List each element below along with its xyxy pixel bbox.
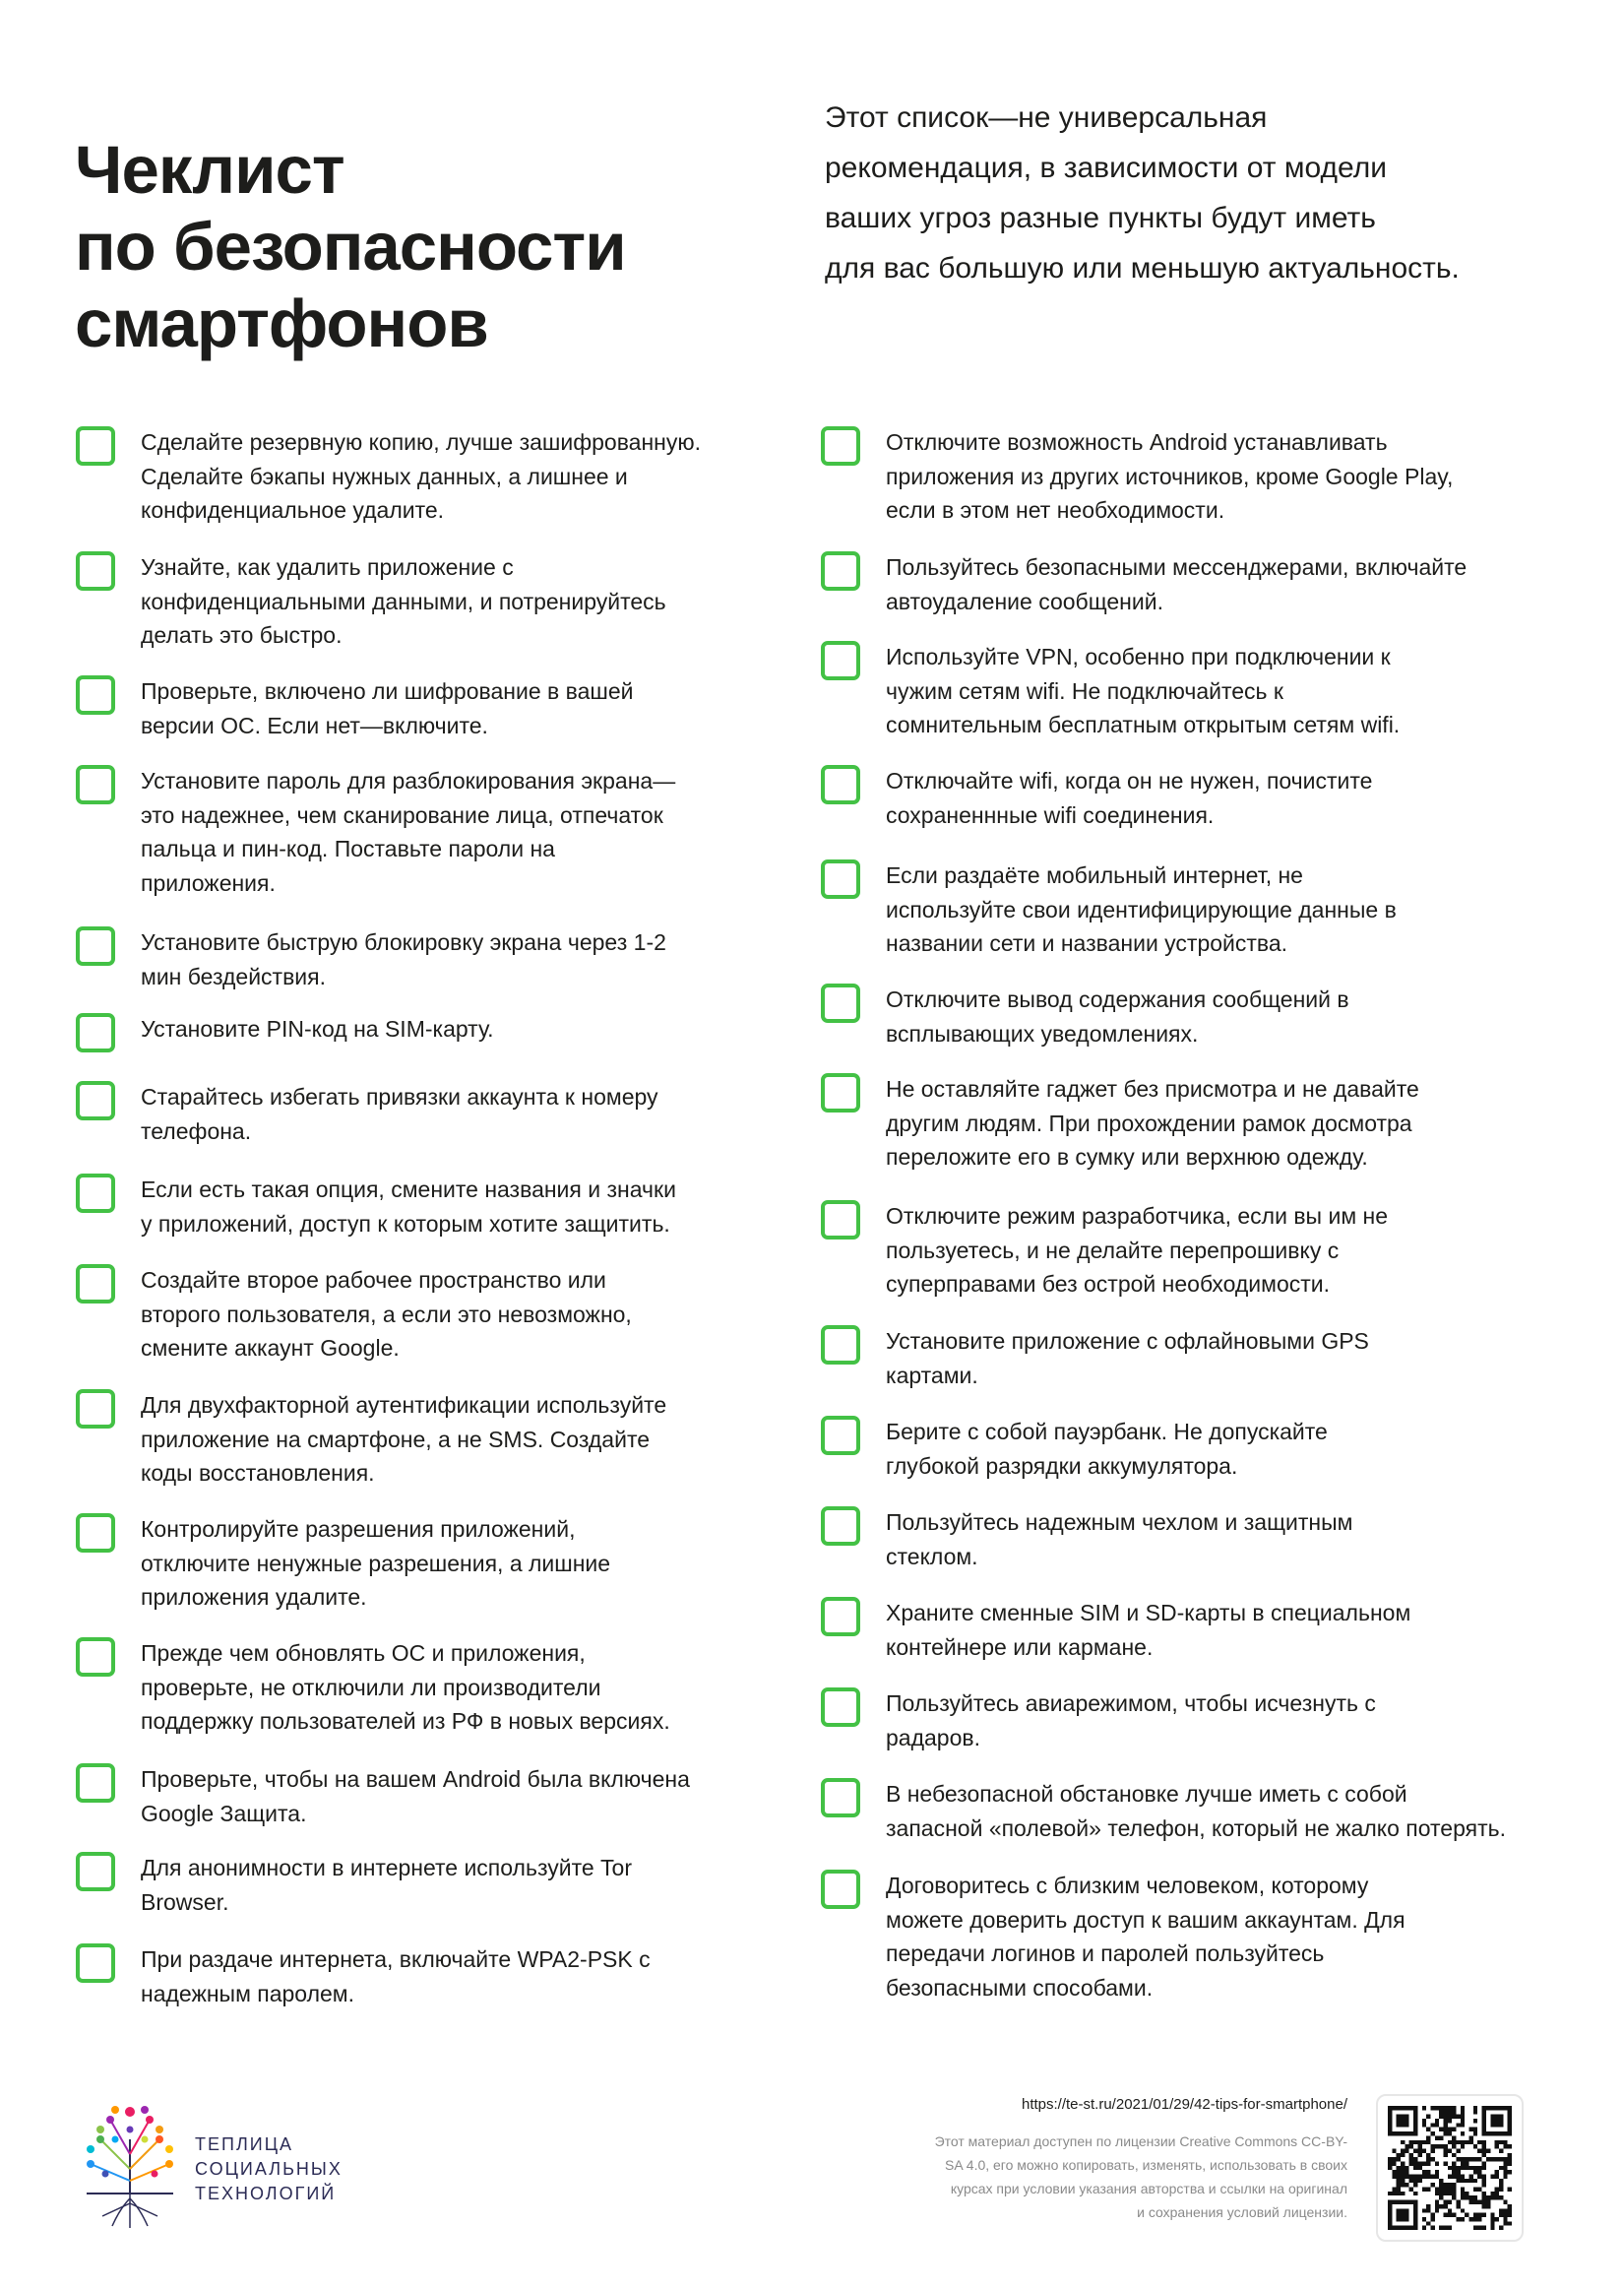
checklist-item-line: Отключайте wifi, когда он не нужен, почистите [886,768,1373,794]
logo-text [195,2132,343,2206]
empty-checkbox-icon[interactable] [821,765,860,804]
empty-checkbox-icon[interactable] [821,1778,860,1817]
checklist-item-text [886,1596,1410,1664]
checklist-item-text [141,425,701,528]
empty-checkbox-icon[interactable] [76,1513,115,1553]
logo-text-line: ТЕХНОЛОГИЙ [195,2184,337,2203]
checklist-item-line: Browser. [141,1888,229,1915]
checklist-item-text [886,983,1349,1050]
checklist-item-line: мин бездействия. [141,963,326,989]
checklist-item-line: Договоритесь с близким человеком, которому [886,1873,1369,1898]
checklist-item-line: безопасными способами. [886,1974,1154,2001]
checklist-item-text [886,1199,1388,1302]
checklist-item-line: пальца и пин-код. Поставьте пароли на [141,836,555,861]
license-line: Этот материал доступен по лицензии Creative Commons CC-BY- [934,2133,1347,2149]
checklist-item-line: запасной «полевой» телефон, который не жалко потерять. [886,1814,1506,1841]
checklist-item-text [141,1080,658,1148]
checklist-item-line: можете доверить доступ к вашим аккаунтам. Для [886,1906,1405,1933]
checklist-item-line: глубокой разрядки аккумулятора. [886,1452,1238,1479]
title-line: смартфонов [75,286,488,362]
checklist-item-line: телефона. [141,1117,252,1144]
checklist-item-line: у приложений, доступ к которым хотите защитить. [141,1210,670,1237]
checklist-item-text [141,674,633,742]
empty-checkbox-icon[interactable] [76,1174,115,1213]
checklist-item-line: автоудаление сообщений. [886,588,1163,614]
checklist-item-line: Прежде чем обновлять ОС и приложения, [141,1640,586,1666]
empty-checkbox-icon[interactable] [76,1013,115,1052]
checklist-item-line: Храните сменные SIM и SD-карты в специальном [886,1600,1411,1625]
checklist-item-line: приложения. [141,869,276,896]
checklist-item-line: версии ОС. Если нет—включите. [141,712,488,738]
checklist-item-line: Если есть такая опция, смените названия и значки [141,1176,676,1202]
checklist-item-text [886,550,1467,618]
source-link[interactable]: https://te-st.ru/2021/01/29/42-tips-for-smartphone/ [1021,2096,1347,2113]
checklist-item-line: делать это быстро. [141,622,343,648]
checklist-item-text [141,764,675,900]
logo-text-line: ТЕПЛИЦА [195,2134,294,2154]
empty-checkbox-icon[interactable] [76,765,115,804]
checklist-item-line: картами. [886,1362,978,1388]
checklist-item-line: приложение на смартфоне, а не SMS. Создайте [141,1426,651,1452]
empty-checkbox-icon[interactable] [821,1870,860,1909]
checklist-item-text [141,1173,676,1240]
checklist-item-line: Сделайте бэкапы нужных данных, а лишнее и [141,463,628,489]
checklist-item-line: Не оставляйте гаджет без присмотра и не давайте [886,1076,1419,1102]
empty-checkbox-icon[interactable] [821,1073,860,1113]
checklist-item-line: Проверьте, чтобы на вашем Android была включена [141,1766,690,1792]
empty-checkbox-icon[interactable] [76,1637,115,1677]
empty-checkbox-icon[interactable] [821,859,860,899]
checklist-item-line: Google Защита. [141,1800,307,1826]
checklist-item-text [141,1942,651,2010]
empty-checkbox-icon[interactable] [76,551,115,591]
checklist-item-line: радаров. [886,1724,980,1750]
checklist-item-line: приложения удалите. [141,1584,367,1610]
checklist-item-line: Для двухфакторной аутентификации используйте [141,1392,667,1418]
checklist-item-line: Сделайте резервную копию, лучше зашифрованную. [141,429,702,455]
checklist-item-line: Для анонимности в интернете используйте Tor [141,1855,632,1880]
title-line: Чеклист [75,132,344,209]
checklist-item-text [886,1505,1352,1573]
checklist-item-line: Старайтесь избегать привязки аккаунта к номеру [141,1084,658,1110]
checklist-item-line: стеклом. [886,1543,978,1569]
empty-checkbox-icon[interactable] [76,426,115,466]
empty-checkbox-icon[interactable] [821,426,860,466]
checklist-item-line: пользуетесь, и не делайте перепрошивку с [886,1237,1340,1263]
intro-line: рекомендация, в зависимости от модели [825,152,1387,184]
checklist-item-line: суперправами без острой необходимости. [886,1271,1331,1297]
license-line: SA 4.0, его можно копировать, изменять, использовать в своих [944,2157,1347,2173]
checklist-item-line: надежным паролем. [141,1980,355,2006]
empty-checkbox-icon[interactable] [821,984,860,1023]
checklist-item-line: коды восстановления. [141,1460,375,1486]
checklist-item-line: поддержку пользователей из РФ в новых версиях. [141,1708,670,1734]
checklist-item-line: названии сети и названии устройства. [886,930,1288,956]
empty-checkbox-icon[interactable] [821,1506,860,1546]
intro-line: Этот список—не универсальная [825,101,1268,134]
checklist-item-line: второго пользователя, а если это невозможно, [141,1301,632,1327]
empty-checkbox-icon[interactable] [76,1943,115,1983]
title-line: по безопасности [75,209,626,286]
qr-code-icon [1376,2094,1524,2242]
empty-checkbox-icon[interactable] [821,1200,860,1240]
empty-checkbox-icon[interactable] [76,1389,115,1429]
checklist-item-text [886,1869,1405,2004]
empty-checkbox-icon[interactable] [76,926,115,966]
checklist-item-line: сомнительным бесплатным открытым сетям wifi. [886,712,1401,737]
empty-checkbox-icon[interactable] [821,641,860,680]
license-text [796,2130,1347,2224]
checklist-item-line: Используйте VPN, особенно при подключении к [886,644,1391,669]
checklist-item-text [141,1851,632,1919]
empty-checkbox-icon[interactable] [76,675,115,715]
checklist-item-line: Установите приложение с офлайновыми GPS [886,1328,1369,1354]
checklist-item-line: конфиденциальное удалите. [141,497,445,523]
checklist-item-line: чужим сетям wifi. Не подключайтесь к [886,677,1283,704]
checklist-item-line: Берите с собой пауэрбанк. Не допускайте [886,1419,1328,1444]
checklist-item-line: Установите PIN-код на SIM-карту. [141,1016,494,1042]
license-line: и сохранения условий лицензии. [1137,2204,1347,2220]
empty-checkbox-icon[interactable] [821,1325,860,1365]
checklist-item-text [141,1263,632,1366]
empty-checkbox-icon[interactable] [76,1264,115,1303]
checklist-item-line: приложения из других источников, кроме Google Play, [886,463,1454,489]
checklist-item-line: Пользуйтесь авиарежимом, чтобы исчезнуть с [886,1690,1376,1716]
checklist-item-text [886,1777,1506,1845]
checklist-item-line: Установите пароль для разблокирования экрана— [141,768,676,794]
checklist-item-line: проверьте, не отключили ли производители [141,1674,601,1700]
checklist-item-line: это надежнее, чем сканирование лица, отпечаток [141,801,663,828]
checklist-item-line: другим людям. При прохождении рамок досмотра [886,1110,1412,1136]
checklist-item-text [886,1324,1369,1392]
checklist-item-text [141,1762,690,1830]
checklist-item-line: Создайте второе рабочее пространство или [141,1267,606,1293]
checklist-item-text [886,858,1397,961]
checklist-item-line: Если раздаёте мобильный интернет, не [886,862,1303,888]
checklist-item-text [886,1072,1419,1175]
checklist-item-text [886,764,1372,832]
checklist-item-line: сохраненнные wifi соединения. [886,801,1215,828]
checklist-item-line: смените аккаунт Google. [141,1335,400,1361]
checklist-item-line: Узнайте, как удалить приложение с [141,554,514,580]
checklist-item-text [141,1012,494,1047]
checklist-item-line: Контролируйте разрешения приложений, [141,1516,576,1542]
checklist-item-text [886,425,1453,528]
checklist-item-line: Пользуйтесь безопасными мессенджерами, включайте [886,554,1468,580]
checklist-item-text [886,1686,1376,1754]
empty-checkbox-icon[interactable] [821,1687,860,1727]
checklist-item-line: Пользуйтесь надежным чехлом и защитным [886,1509,1353,1535]
checklist-item-line: передачи логинов и паролей пользуйтесь [886,1940,1325,1966]
page-title [75,132,764,362]
checklist-item-text [141,1388,666,1491]
intro-line: ваших угроз разные пункты будут иметь [825,202,1376,234]
logo-text-line: СОЦИАЛЬНЫХ [195,2159,343,2179]
checklist-item-line: В небезопасной обстановке лучше иметь с собой [886,1781,1407,1807]
checklist-item-line: отключите ненужные разрешения, а лишние [141,1550,611,1576]
checklist-item-text [141,550,666,653]
license-line: курсах при условии указания авторства и ссылки на оригинал [950,2181,1347,2196]
checklist-item-line: если в этом нет необходимости. [886,497,1225,523]
checklist-item-line: Отключите режим разработчика, если вы им не [886,1203,1389,1229]
checklist-item-line: Установите быструю блокировку экрана через 1-2 [141,929,666,955]
empty-checkbox-icon[interactable] [821,551,860,591]
intro-text [825,93,1573,293]
checklist-item-line: Отключите возможность Android устанавливать [886,429,1388,455]
checklist-item-text [141,1636,670,1739]
tree-logo-icon [81,2100,179,2238]
checklist-item-line: контейнере или кармане. [886,1633,1154,1660]
checklist-item-line: переложите его в сумку или верхнюю одежду. [886,1144,1368,1170]
checklist-item-line: Проверьте, включено ли шифрование в вашей [141,678,634,704]
checklist-item-text [886,640,1400,742]
checklist-item-text [141,1512,610,1615]
checklist-item-line: используйте свои идентифицирующие данные в [886,896,1397,922]
checklist-item-line: всплывающих уведомлениях. [886,1020,1199,1047]
checklist-item-line: конфиденциальными данными, и потренируйтесь [141,588,666,614]
checklist-item-text [886,1415,1328,1483]
empty-checkbox-icon[interactable] [821,1416,860,1455]
checklist-item-line: При раздаче интернета, включайте WPA2-PSK с [141,1946,651,1972]
empty-checkbox-icon[interactable] [76,1081,115,1120]
intro-line: для вас большую или меньшую актуальность. [825,252,1460,285]
empty-checkbox-icon[interactable] [76,1852,115,1891]
empty-checkbox-icon[interactable] [76,1763,115,1803]
checklist-item-line: Отключите вывод содержания сообщений в [886,986,1349,1012]
empty-checkbox-icon[interactable] [821,1597,860,1636]
checklist-item-text [141,925,666,993]
